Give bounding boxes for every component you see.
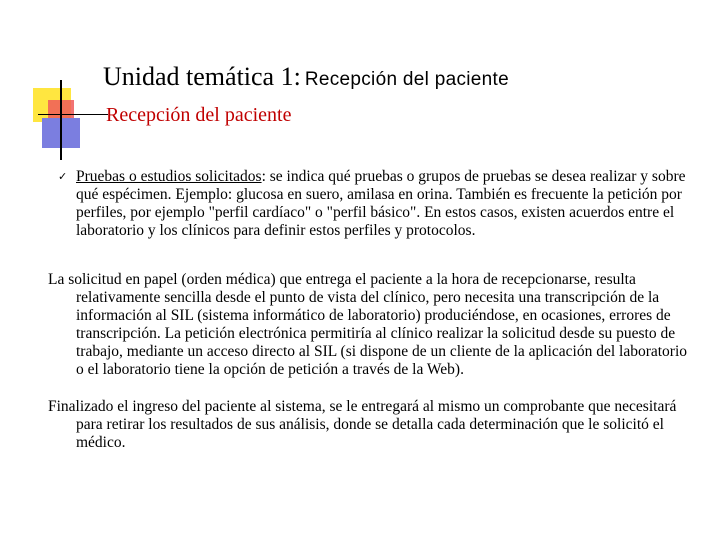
slide-subtitle: Recepción del paciente [106, 104, 292, 126]
title-main: Unidad temática 1: [103, 62, 301, 91]
title-sub: Recepción del paciente [304, 69, 509, 90]
decor-vertical-line [60, 80, 62, 160]
decor-horizontal-line [38, 114, 108, 115]
bullet-underlined-term: Pruebas o estudios solicitados [76, 168, 262, 185]
paragraph-text: La solicitud en papel (orden médica) que entrega el paciente a la hora de recepcionarse, resulta relativamente sencilla desde el punto de vista del clínico, pero necesita una transcripción de la información al SIL (sistema informático de laboratorio) produciéndose, en ocasiones, errores de transcripción. La petición electrónica permitiría al clínico realizar la solicitud desde su puesto de trabajo, mediante un acceso directo al SIL (si dispone de un cliente de la aplicación del laboratorio o el laboratorio tiene la opción de petición a través de la Web). [48, 271, 688, 378]
paragraph-finalizado [48, 398, 688, 452]
paragraph-text: Finalizado el ingreso del paciente al sistema, se le entregará al mismo un comprobante que necesitará para retirar los resultados de sus análisis, donde se detalla cada determinación que le solicitó el médico. [48, 398, 677, 451]
paragraph-solicitud [48, 271, 688, 379]
checkmark-icon: ✓ [58, 170, 68, 183]
bullet-description: : se indica qué pruebas o grupos de pruebas se desea realizar y sobre qué espécimen. Ejemplo: glucosa en suero, amilasa en orina. También es frecuente la petición por perfiles, por ejemplo "perfil cardíaco" o "perfil básico". En estos casos, existen acuerdos entre el laboratorio y los clínicos para definir estos perfiles y protocolos. [76, 168, 686, 239]
bullet-item [58, 168, 686, 240]
bullet-text [76, 168, 686, 240]
slide-title [103, 62, 509, 92]
